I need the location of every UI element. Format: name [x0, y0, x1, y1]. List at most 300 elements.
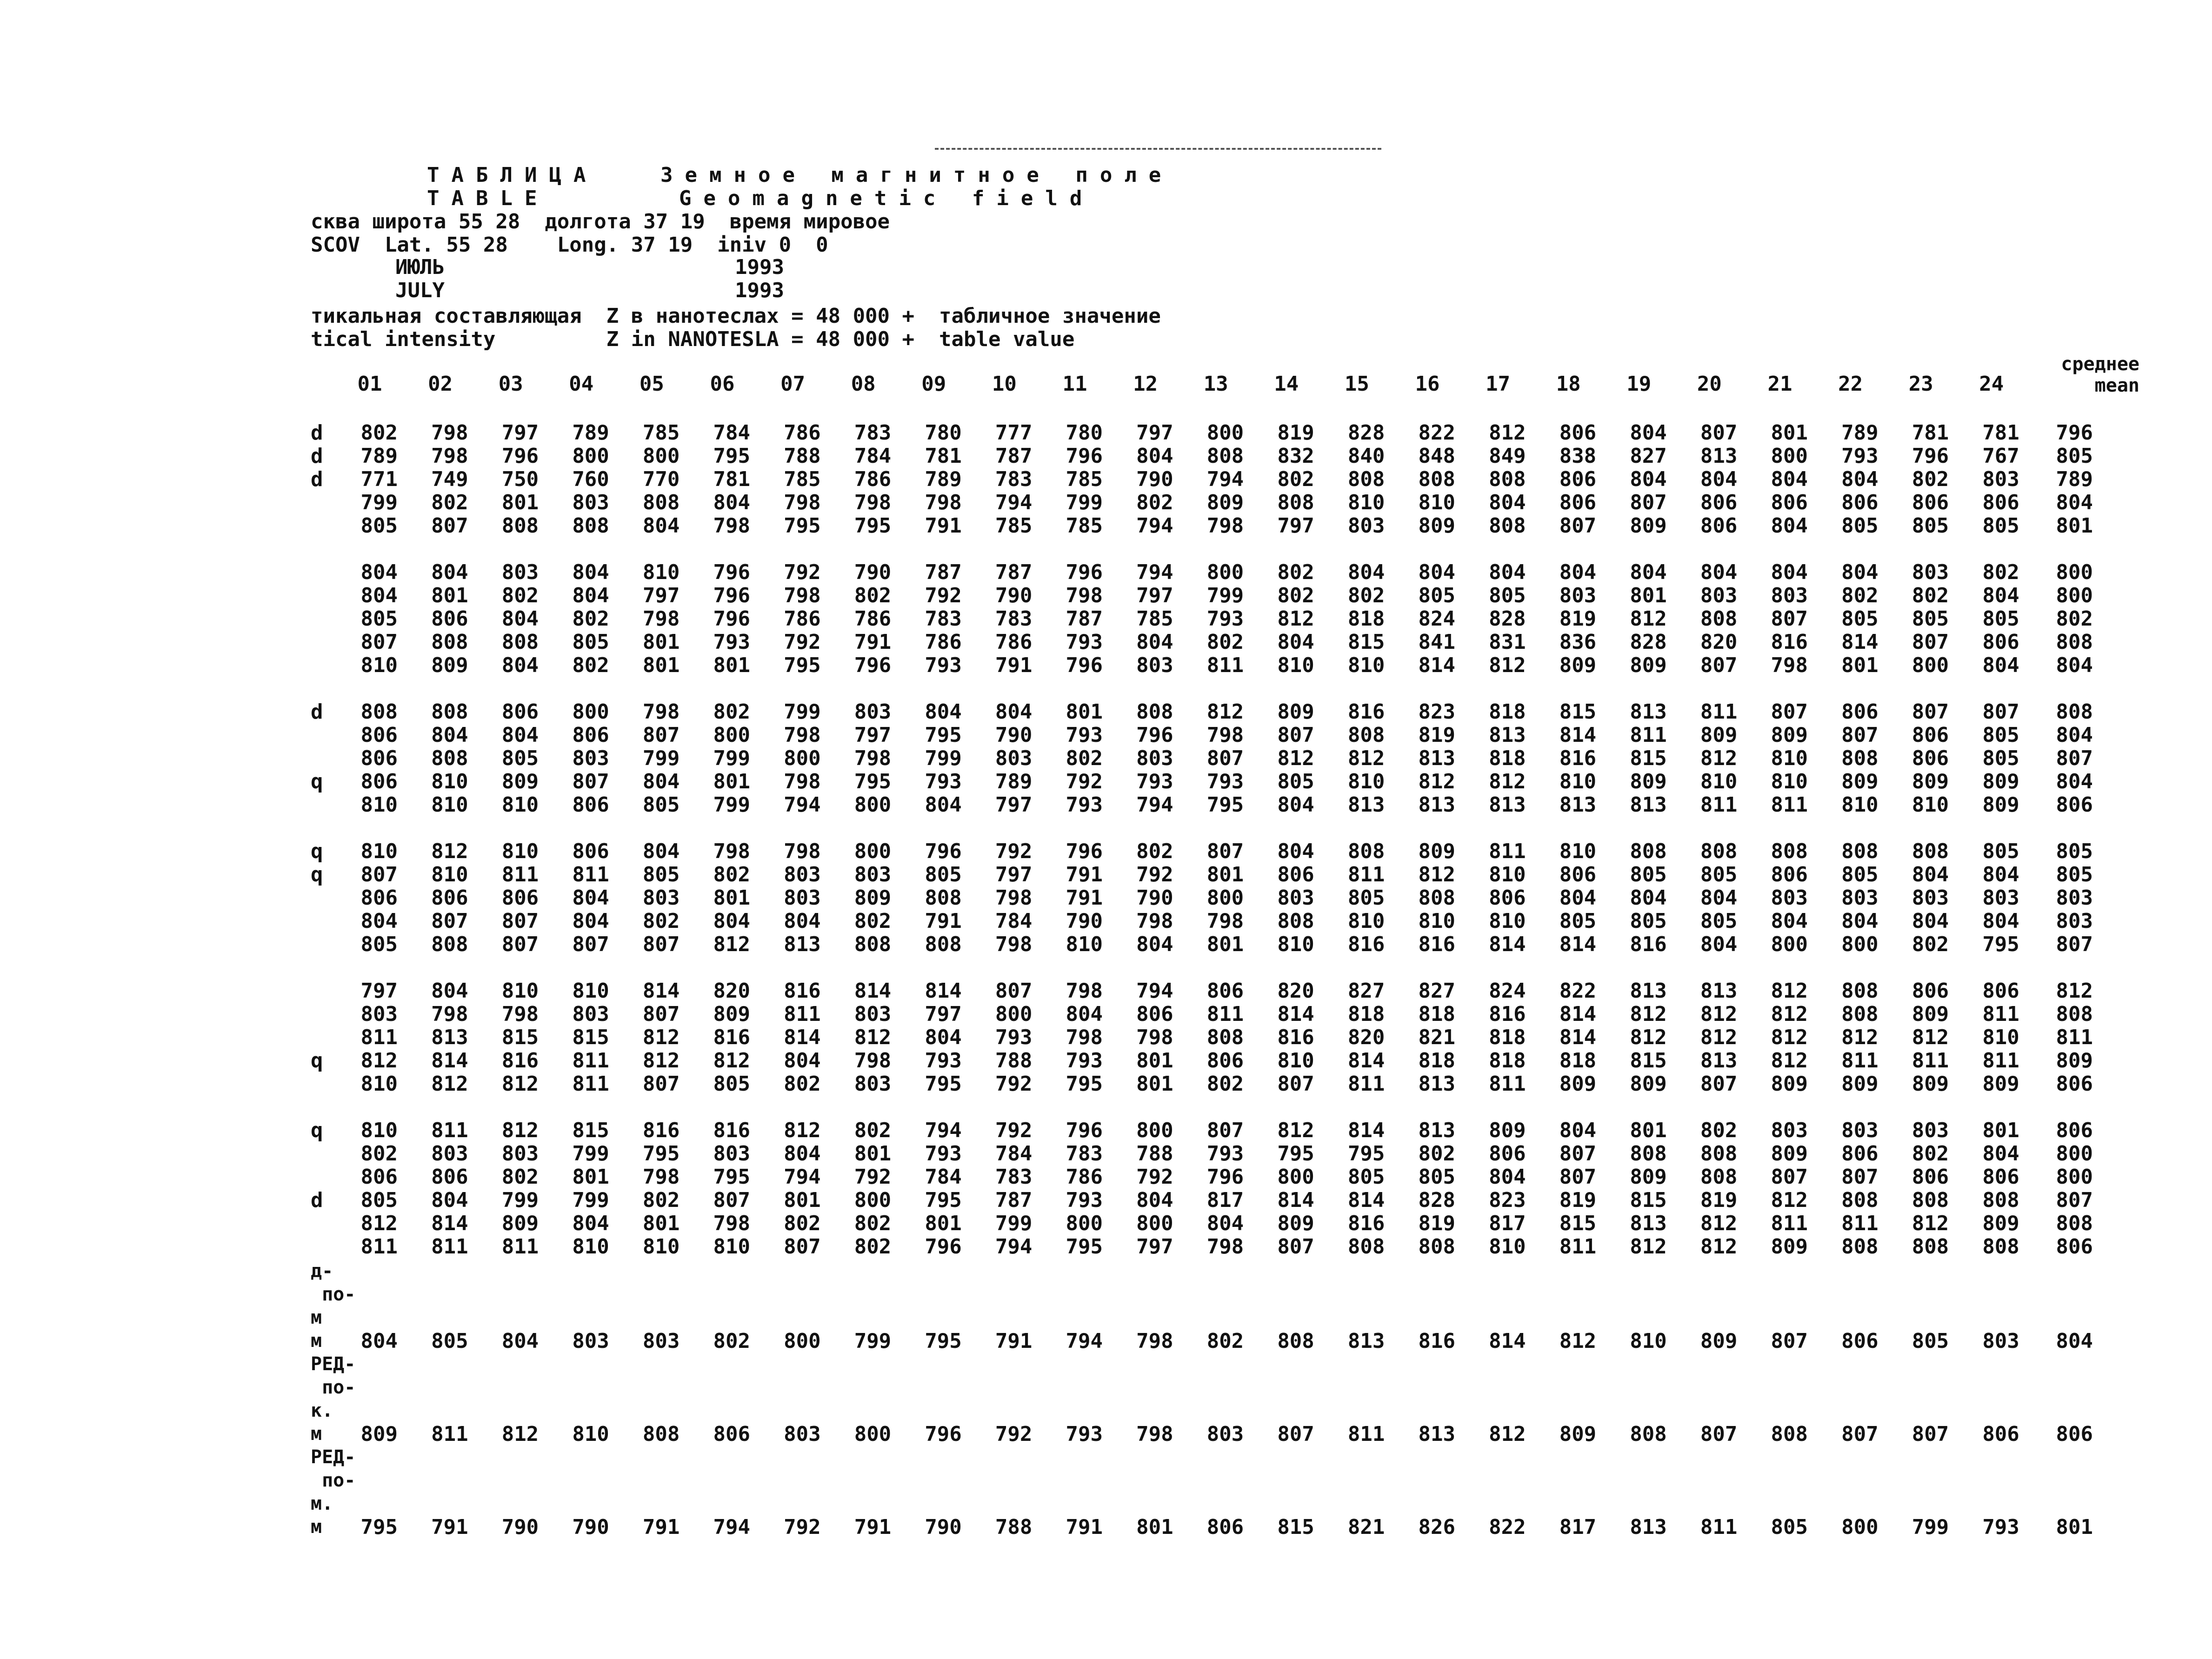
table-cell: 804: [1136, 630, 1173, 654]
table-cell: 798: [854, 491, 892, 514]
table-cell: 804: [1277, 630, 1314, 654]
table-cell: 813: [1418, 1119, 1455, 1142]
table-cell: 812: [1418, 863, 1455, 886]
table-cell: 811: [431, 1119, 468, 1142]
table-cell: 816: [1347, 700, 1385, 724]
table-cell: 815: [1347, 630, 1385, 654]
table-row: [0, 1212, 2212, 1235]
table-cell: 806: [360, 746, 398, 770]
table-cell: 815: [1630, 1188, 1667, 1212]
table-row: [0, 1188, 2212, 1212]
table-cell: 807: [1912, 1422, 1949, 1446]
table-cell: 804: [1559, 560, 1597, 584]
table-cell: 806: [1912, 723, 1949, 747]
column-header: 20: [1697, 372, 1722, 396]
table-cell: 811: [572, 1049, 609, 1073]
table-cell: 828: [1418, 1188, 1455, 1212]
table-cell: 796: [713, 607, 750, 631]
table-cell: 809: [1418, 839, 1455, 863]
table-cell: 814: [1347, 1119, 1385, 1142]
table-cell: 794: [1136, 793, 1173, 817]
table-cell: 812: [784, 1119, 821, 1142]
table-cell: 813: [1630, 700, 1667, 724]
table-cell: 813: [784, 933, 821, 956]
table-cell: 816: [642, 1119, 680, 1142]
table-cell: 812: [1700, 746, 1738, 770]
table-row: [0, 584, 2212, 607]
table-cell: 797: [854, 723, 892, 747]
table-cell: 789: [925, 467, 962, 491]
table-cell: 808: [1277, 909, 1314, 933]
table-cell: 810: [1418, 909, 1455, 933]
table-cell: 804: [1489, 1165, 1526, 1189]
table-cell: 800: [1841, 933, 1879, 956]
table-cell: 840: [1347, 444, 1385, 468]
table-cell: 787: [925, 560, 962, 584]
table-cell: 783: [995, 607, 1033, 631]
table-cell: 810: [431, 793, 468, 817]
table-cell: 760: [572, 467, 609, 491]
table-cell: 806: [1559, 491, 1597, 514]
table-cell: 806: [1982, 1165, 2019, 1189]
table-cell: 808: [360, 700, 398, 724]
table-cell: 808: [1700, 1165, 1738, 1189]
table-cell: 822: [1559, 979, 1597, 1003]
table-cell: 798: [1136, 1422, 1173, 1446]
table-cell: 810: [1841, 793, 1879, 817]
table-cell: 798: [784, 491, 821, 514]
mean-cell: 802: [2056, 607, 2093, 631]
table-cell: 803: [431, 1142, 468, 1166]
table-cell: 815: [572, 1026, 609, 1049]
table-cell: 818: [1418, 1002, 1455, 1026]
table-cell: 832: [1277, 444, 1314, 468]
table-cell: 816: [1489, 1002, 1526, 1026]
table-cell: 798: [713, 839, 750, 863]
table-cell: 807: [501, 933, 539, 956]
table-cell: 801: [1136, 1049, 1173, 1073]
table-cell: 803: [1700, 584, 1738, 607]
table-cell: 828: [1630, 630, 1667, 654]
table-cell: 810: [713, 1235, 750, 1259]
table-cell: 796: [1066, 839, 1103, 863]
table-cell: 793: [1066, 1049, 1103, 1073]
table-cell: 804: [642, 770, 680, 793]
table-cell: 794: [1066, 1329, 1103, 1353]
table-cell: 810: [1771, 770, 1808, 793]
table-cell: 808: [431, 933, 468, 956]
column-header: 14: [1274, 372, 1299, 396]
column-header: 11: [1062, 372, 1087, 396]
table-cell: 788: [1136, 1142, 1173, 1166]
mean-cell: 808: [2056, 630, 2093, 654]
mean-cell: 806: [2056, 1422, 2093, 1446]
table-cell: 812: [1630, 1002, 1667, 1026]
table-cell: 805: [1347, 886, 1385, 910]
table-cell: 802: [784, 1212, 821, 1235]
table-cell: 804: [431, 1188, 468, 1212]
table-cell: 813: [1630, 1515, 1667, 1539]
table-cell: 792: [995, 839, 1033, 863]
table-cell: 803: [784, 1422, 821, 1446]
table-cell: 803: [1841, 886, 1879, 910]
table-cell: 806: [501, 886, 539, 910]
table-cell: 795: [1206, 793, 1244, 817]
table-cell: 791: [854, 1515, 892, 1539]
table-cell: 810: [1700, 770, 1738, 793]
table-cell: 785: [995, 514, 1033, 538]
table-cell: 798: [1066, 1026, 1103, 1049]
table-cell: 809: [1982, 770, 2019, 793]
table-cell: 802: [1700, 1119, 1738, 1142]
table-cell: 801: [1771, 421, 1808, 445]
table-cell: 802: [1912, 584, 1949, 607]
table-cell: 816: [501, 1049, 539, 1073]
table-cell: 785: [1136, 607, 1173, 631]
table-cell: 802: [642, 1188, 680, 1212]
table-cell: 798: [431, 421, 468, 445]
summary-label: РЕД- по- м. м: [311, 1446, 356, 1538]
table-cell: 808: [1841, 1002, 1879, 1026]
table-cell: 790: [925, 1515, 962, 1539]
table-cell: 806: [1277, 863, 1314, 886]
table-cell: 802: [854, 584, 892, 607]
table-cell: 813: [1418, 1072, 1455, 1096]
table-cell: 811: [572, 1072, 609, 1096]
table-cell: 809: [1489, 1119, 1526, 1142]
table-cell: 808: [1489, 514, 1526, 538]
table-cell: 802: [713, 1329, 750, 1353]
table-cell: 808: [1841, 839, 1879, 863]
table-cell: 793: [1206, 1142, 1244, 1166]
table-cell: 807: [360, 863, 398, 886]
table-cell: 818: [1347, 607, 1385, 631]
table-cell: 795: [713, 444, 750, 468]
table-cell: 809: [1982, 1212, 2019, 1235]
table-cell: 811: [1206, 1002, 1244, 1026]
table-cell: 811: [1206, 653, 1244, 677]
table-cell: 798: [925, 491, 962, 514]
table-row: [0, 933, 2212, 956]
table-cell: 807: [1771, 1165, 1808, 1189]
table-row: [0, 491, 2212, 514]
table-cell: 811: [431, 1422, 468, 1446]
table-cell: 801: [1841, 653, 1879, 677]
table-cell: 805: [1982, 514, 2019, 538]
table-cell: 812: [1489, 770, 1526, 793]
table-cell: 799: [1912, 1515, 1949, 1539]
mean-cell: 800: [2056, 584, 2093, 607]
mean-cell: 806: [2056, 1119, 2093, 1142]
table-cell: 806: [1841, 700, 1879, 724]
table-row: [0, 421, 2212, 444]
table-cell: 810: [360, 1119, 398, 1142]
table-cell: 793: [925, 1142, 962, 1166]
table-cell: 801: [1206, 863, 1244, 886]
table-cell: 812: [1912, 1212, 1949, 1235]
table-cell: 799: [713, 793, 750, 817]
table-cell: 810: [1771, 746, 1808, 770]
table-cell: 801: [713, 886, 750, 910]
table-cell: 806: [1912, 746, 1949, 770]
table-cell: 812: [1277, 1119, 1314, 1142]
table-cell: 801: [1206, 933, 1244, 956]
table-cell: 800: [1841, 1515, 1879, 1539]
table-cell: 800: [1771, 444, 1808, 468]
table-cell: 812: [1700, 1002, 1738, 1026]
table-cell: 819: [1700, 1188, 1738, 1212]
table-cell: 814: [1347, 1049, 1385, 1073]
table-cell: 818: [1418, 1049, 1455, 1073]
table-cell: 807: [1206, 746, 1244, 770]
table-cell: 809: [1277, 700, 1314, 724]
table-cell: 808: [501, 514, 539, 538]
table-cell: 790: [995, 723, 1033, 747]
table-row: [0, 1329, 2212, 1353]
table-cell: 806: [1841, 1142, 1879, 1166]
mean-cell: 806: [2056, 793, 2093, 817]
table-cell: 794: [995, 1235, 1033, 1259]
table-cell: 799: [995, 1212, 1033, 1235]
table-cell: 805: [1418, 584, 1455, 607]
table-cell: 804: [1136, 1188, 1173, 1212]
table-cell: 812: [431, 1072, 468, 1096]
table-cell: 803: [1347, 514, 1385, 538]
table-cell: 808: [1206, 1026, 1244, 1049]
table-cell: 803: [1136, 653, 1173, 677]
table-cell: 795: [1982, 933, 2019, 956]
table-cell: 798: [1136, 909, 1173, 933]
table-cell: 787: [1066, 607, 1103, 631]
mean-cell: 812: [2056, 979, 2093, 1003]
table-cell: 795: [925, 1072, 962, 1096]
table-cell: 812: [1347, 746, 1385, 770]
table-cell: 807: [572, 770, 609, 793]
table-row: [0, 1142, 2212, 1165]
table-cell: 807: [431, 909, 468, 933]
table-cell: 802: [1418, 1142, 1455, 1166]
table-cell: 803: [1771, 584, 1808, 607]
table-cell: 808: [854, 933, 892, 956]
column-header: 07: [780, 372, 806, 396]
table-cell: 793: [1066, 630, 1103, 654]
table-cell: 804: [995, 700, 1033, 724]
table-cell: 816: [1418, 1329, 1455, 1353]
table-cell: 804: [572, 560, 609, 584]
table-row: [0, 793, 2212, 816]
table-cell: 805: [1277, 770, 1314, 793]
table-cell: 801: [572, 1165, 609, 1189]
column-header: 04: [569, 372, 594, 396]
table-cell: 804: [1841, 560, 1879, 584]
table-cell: 803: [854, 1002, 892, 1026]
mean-cell: 806: [2056, 1072, 2093, 1096]
table-cell: 805: [1700, 909, 1738, 933]
table-cell: 814: [1841, 630, 1879, 654]
table-cell: 815: [1630, 746, 1667, 770]
table-cell: 806: [1771, 863, 1808, 886]
table-cell: 801: [1066, 700, 1103, 724]
table-cell: 785: [1066, 514, 1103, 538]
table-cell: 795: [642, 1142, 680, 1166]
table-cell: 790: [1136, 886, 1173, 910]
table-cell: 798: [784, 839, 821, 863]
table-cell: 804: [713, 491, 750, 514]
table-cell: 799: [854, 1329, 892, 1353]
table-cell: 790: [854, 560, 892, 584]
table-cell: 805: [431, 1329, 468, 1353]
table-cell: 802: [854, 1119, 892, 1142]
table-cell: 809: [1700, 1329, 1738, 1353]
table-cell: 808: [1489, 467, 1526, 491]
table-cell: 810: [1559, 839, 1597, 863]
table-cell: 811: [1841, 1049, 1879, 1073]
table-cell: 809: [854, 886, 892, 910]
table-cell: 810: [572, 979, 609, 1003]
table-cell: 792: [995, 1072, 1033, 1096]
mean-label-en: mean: [2094, 375, 2139, 396]
column-header: 18: [1556, 372, 1581, 396]
table-cell: 804: [925, 793, 962, 817]
table-cell: 804: [501, 723, 539, 747]
table-cell: 823: [1489, 1188, 1526, 1212]
table-cell: 808: [1912, 839, 1949, 863]
mean-cell: 807: [2056, 746, 2093, 770]
table-cell: 780: [925, 421, 962, 445]
table-cell: 812: [1489, 421, 1526, 445]
table-cell: 812: [1700, 1026, 1738, 1049]
table-cell: 794: [995, 491, 1033, 514]
table-cell: 815: [501, 1026, 539, 1049]
table-row: [0, 467, 2212, 491]
mean-label-ru: среднее: [2061, 353, 2139, 375]
table-cell: 818: [1347, 1002, 1385, 1026]
table-cell: 790: [995, 584, 1033, 607]
table-cell: 803: [642, 886, 680, 910]
table-cell: 805: [1841, 514, 1879, 538]
table-cell: 807: [1206, 839, 1244, 863]
table-cell: 811: [1982, 1002, 2019, 1026]
column-header: 24: [1979, 372, 2004, 396]
table-cell: 798: [431, 444, 468, 468]
table-cell: 808: [572, 514, 609, 538]
table-cell: 811: [1489, 839, 1526, 863]
table-cell: 795: [360, 1515, 398, 1539]
table-cell: 805: [1912, 1329, 1949, 1353]
table-cell: 808: [1700, 607, 1738, 631]
table-cell: 804: [501, 653, 539, 677]
table-cell: 796: [713, 560, 750, 584]
day-flag: q: [311, 1119, 323, 1142]
table-cell: 804: [1841, 909, 1879, 933]
table-cell: 786: [1066, 1165, 1103, 1189]
table-cell: 811: [572, 863, 609, 886]
component-line-ru: тикальная составляющая Z в нанотеслах = 48 000 + табличное значение: [311, 304, 1161, 328]
table-cell: 802: [360, 421, 398, 445]
table-cell: 749: [431, 467, 468, 491]
table-cell: 804: [784, 1142, 821, 1166]
table-cell: 804: [1841, 467, 1879, 491]
table-cell: 781: [925, 444, 962, 468]
table-cell: 805: [1982, 839, 2019, 863]
table-cell: 810: [642, 560, 680, 584]
table-cell: 798: [1206, 723, 1244, 747]
table-cell: 807: [1277, 1235, 1314, 1259]
table-cell: 798: [1136, 1026, 1173, 1049]
table-cell: 802: [1841, 584, 1879, 607]
table-cell: 793: [713, 630, 750, 654]
table-cell: 794: [1136, 560, 1173, 584]
table-cell: 786: [784, 421, 821, 445]
table-cell: 806: [1700, 514, 1738, 538]
table-row: [0, 886, 2212, 909]
table-cell: 791: [854, 630, 892, 654]
table-cell: 815: [1559, 700, 1597, 724]
table-cell: 783: [925, 607, 962, 631]
table-cell: 810: [360, 839, 398, 863]
table-cell: 803: [854, 1072, 892, 1096]
mean-cell: 804: [2056, 1329, 2093, 1353]
table-cell: 802: [713, 700, 750, 724]
table-cell: 805: [1841, 863, 1879, 886]
table-cell: 809: [1771, 1235, 1808, 1259]
table-cell: 803: [1841, 1119, 1879, 1142]
table-cell: 798: [1206, 909, 1244, 933]
table-cell: 785: [1066, 467, 1103, 491]
table-cell: 804: [501, 1329, 539, 1353]
table-cell: 813: [1630, 793, 1667, 817]
table-cell: 821: [1418, 1026, 1455, 1049]
table-cell: 801: [1136, 1515, 1173, 1539]
table-cell: 818: [1489, 746, 1526, 770]
table-cell: 802: [1136, 491, 1173, 514]
table-cell: 812: [1700, 1235, 1738, 1259]
table-cell: 806: [1489, 1142, 1526, 1166]
table-cell: 811: [1771, 793, 1808, 817]
table-cell: 805: [1982, 723, 2019, 747]
table-cell: 804: [431, 560, 468, 584]
table-cell: 808: [1700, 839, 1738, 863]
table-cell: 809: [1206, 491, 1244, 514]
table-cell: 808: [642, 1422, 680, 1446]
table-cell: 801: [713, 653, 750, 677]
table-cell: 808: [1841, 979, 1879, 1003]
table-cell: 792: [854, 1165, 892, 1189]
table-cell: 803: [572, 491, 609, 514]
table-cell: 795: [925, 1329, 962, 1353]
column-header: 09: [921, 372, 946, 396]
table-cell: 806: [431, 1165, 468, 1189]
mean-cell: 803: [2056, 886, 2093, 910]
table-cell: 812: [501, 1422, 539, 1446]
table-cell: 807: [1277, 1072, 1314, 1096]
table-cell: 813: [1418, 746, 1455, 770]
table-cell: 814: [784, 1026, 821, 1049]
table-cell: 805: [360, 933, 398, 956]
table-cell: 808: [925, 933, 962, 956]
table-cell: 812: [642, 1026, 680, 1049]
table-cell: 800: [1206, 421, 1244, 445]
table-cell: 802: [642, 909, 680, 933]
day-flag: d: [311, 444, 323, 468]
table-cell: 810: [1066, 933, 1103, 956]
table-cell: 777: [995, 421, 1033, 445]
mean-cell: 804: [2056, 491, 2093, 514]
table-cell: 805: [642, 863, 680, 886]
table-cell: 797: [1277, 514, 1314, 538]
table-cell: 806: [1136, 1002, 1173, 1026]
column-header: 06: [710, 372, 735, 396]
